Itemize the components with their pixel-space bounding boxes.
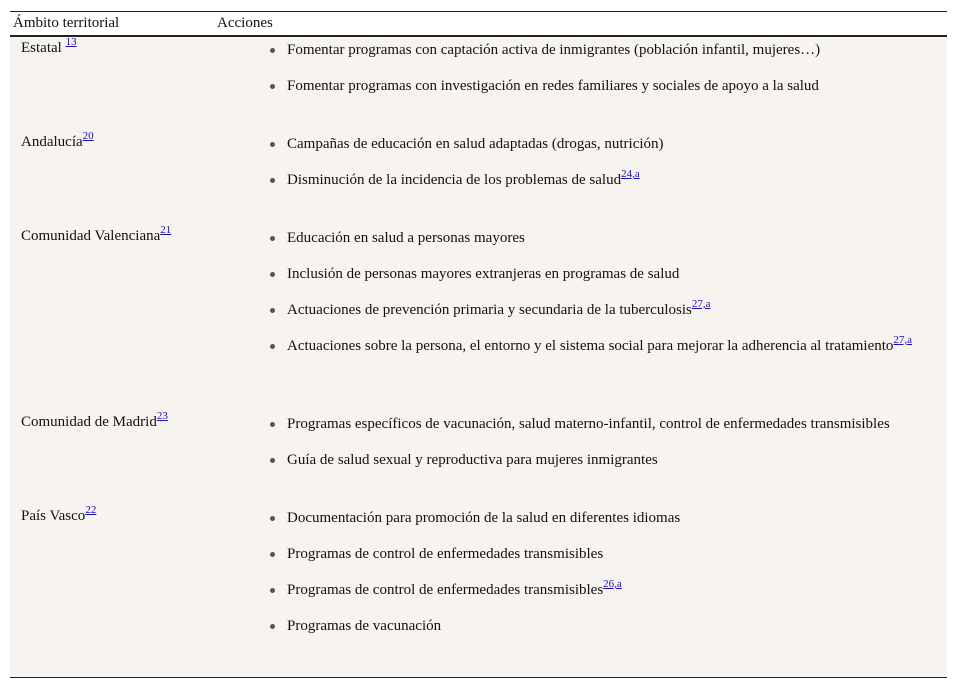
table-header [10,11,947,37]
territory-ref-link[interactable]: 23 [156,410,168,422]
list-item: Educación en salud a personas mayores [265,228,925,248]
list-item: Fomentar programas con captación activa de inmigrantes (población infantil, mujeres…) [265,40,925,60]
list-item: Actuaciones sobre la persona, el entorno y el sistema social para mejorar la adherencia al tratamiento$^{27,a}$ [265,336,925,356]
list-item: Programas específicos de vacunación, salud materno-infantil, control de enfermedades transmisibles [265,414,925,434]
action-ref-link[interactable]: 26,a [603,578,622,590]
list-item: Guía de salud sexual y reproductiva para mujeres inmigrantes [265,450,925,470]
territory-cell [21,504,97,525]
territory-cell [21,410,168,431]
list-item: Campañas de educación en salud adaptadas (drogas, nutrición) [265,134,925,154]
actions-table [10,11,947,678]
territory-ref-link[interactable]: 22 [85,504,97,516]
territory-cell [21,224,172,245]
actions-list [265,134,925,206]
list-item: Fomentar programas con investigación en redes familiares y sociales de apoyo a la salud [265,76,925,96]
list-item: Disminución de la incidencia de los problemas de salud$^{24,a}$ [265,170,925,190]
action-ref-link[interactable]: 24,a [621,168,640,180]
actions-list [265,414,925,486]
territory-name: País Vasco [21,508,86,524]
territory-name: Estatal [21,40,62,56]
actions-list [265,228,925,372]
actions-list [265,40,925,112]
list-item: Actuaciones de prevención primaria y secundaria de la tuberculosis$^{27,a}$ [265,300,925,320]
table-body [10,37,947,678]
header-territory: Ámbito territorial [13,15,120,31]
action-ref-link[interactable]: 27,a [893,334,913,346]
territory-cell [21,36,77,57]
territory-ref-link[interactable]: 13 [65,36,77,48]
list-item: Documentación para promoción de la salud en diferentes idiomas [265,508,925,528]
list-item: Programas de control de enfermedades transmisibles$^{26,a}$ [265,580,925,600]
territory-ref-link[interactable]: 21 [160,224,172,236]
territory-name: Comunidad de Madrid [21,414,157,430]
list-item: Programas de vacunación [265,616,925,636]
territory-name: Andalucía [21,134,83,150]
list-item: Inclusión de personas mayores extranjeras en programas de salud [265,264,925,284]
territory-cell [21,130,94,151]
header-actions: Acciones [217,15,273,31]
list-item: Programas de control de enfermedades transmisibles [265,544,925,564]
territory-name: Comunidad Valenciana [21,228,161,244]
action-ref-link[interactable]: 27,a [691,298,711,310]
territory-ref-link[interactable]: 20 [82,130,94,142]
actions-list [265,508,925,652]
